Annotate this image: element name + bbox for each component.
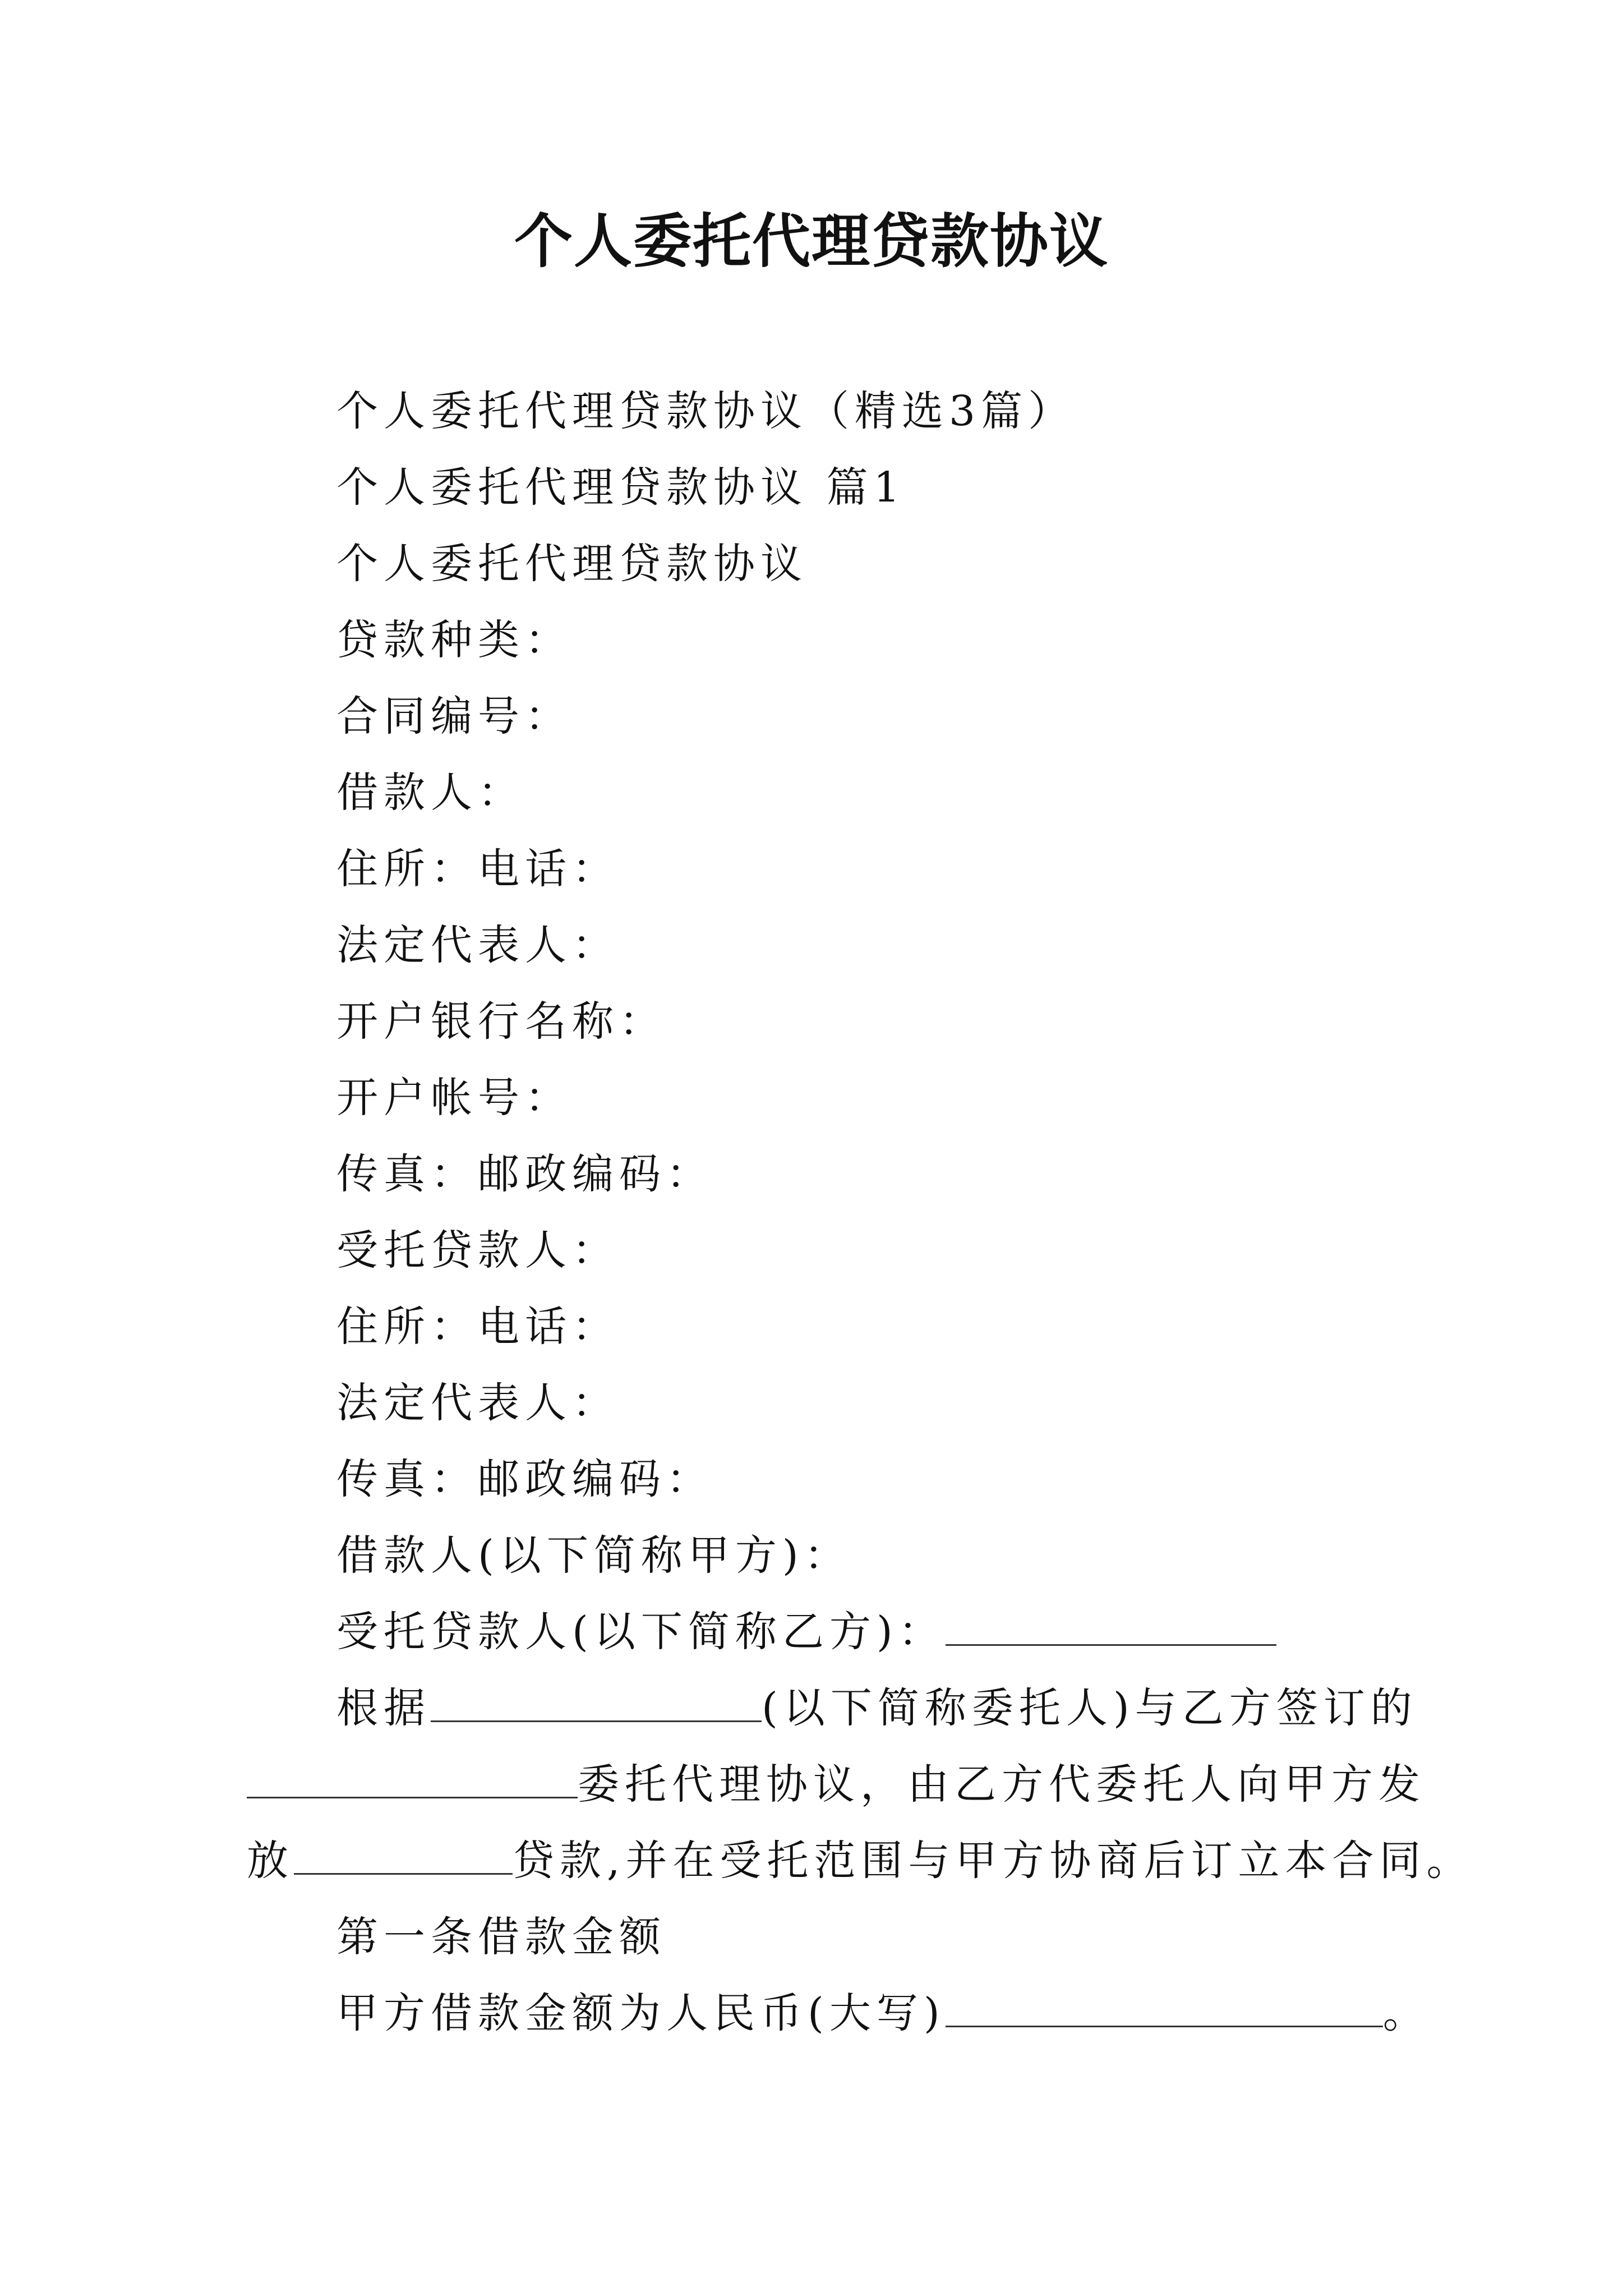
preamble-text-1: 根据 — [336, 1684, 431, 1732]
article-1-heading: 第一条借款金额 — [336, 1913, 666, 1961]
field-loan-type: 贷款种类： — [336, 616, 572, 664]
preamble-text-4: 放 — [247, 1837, 294, 1885]
loan-type-blank — [294, 1835, 513, 1875]
preamble-text-2: (以下简称委托人)与乙方签订的 — [762, 1684, 1418, 1732]
agreement-name: 个人委托代理贷款协议 — [336, 540, 808, 588]
field-lender: 受托贷款人： — [336, 1226, 619, 1274]
loan-amount-end: 。 — [1382, 1989, 1430, 2037]
preamble-text-3: 委托代理协议，由乙方代委托人向甲方发 — [578, 1760, 1426, 1809]
section-heading: 个人委托代理贷款协议 篇1 — [336, 463, 906, 512]
party-a-definition: 借款人(以下简称甲方)： — [336, 1531, 851, 1580]
document-body — [247, 373, 1474, 2051]
field-borrower-legal-rep: 法定代表人： — [336, 921, 619, 969]
party-b-definition — [247, 1594, 1402, 1670]
field-bank-name: 开户银行名称： — [336, 997, 666, 1046]
loan-amount-blank — [946, 1987, 1383, 2027]
field-lender-fax-postcode: 传真：邮政编码： — [336, 1455, 713, 1503]
field-borrower-fax-postcode: 传真：邮政编码： — [336, 1150, 713, 1198]
preamble-text-5: 贷款,并在受托范围与甲方协商后订立本合同。 — [513, 1837, 1474, 1885]
agreement-blank — [247, 1759, 578, 1798]
preamble-line-3 — [247, 1823, 1474, 1899]
party-b-blank — [946, 1606, 1276, 1646]
preamble-line-2 — [247, 1746, 1426, 1823]
field-contract-number: 合同编号： — [336, 692, 572, 740]
document-title: 个人委托代理贷款协议 — [514, 206, 1109, 275]
field-lender-legal-rep: 法定代表人： — [336, 1379, 619, 1427]
preamble-line-1 — [247, 1670, 1418, 1746]
field-account-number: 开户帐号： — [336, 1074, 572, 1122]
party-b-label: 受托贷款人(以下简称乙方)： — [336, 1608, 946, 1656]
field-lender-address-phone: 住所：电话： — [336, 1303, 619, 1351]
field-borrower-address-phone: 住所：电话： — [336, 845, 619, 893]
field-borrower: 借款人： — [336, 769, 525, 817]
loan-amount-line — [247, 1975, 1430, 2051]
document-subtitle: 个人委托代理贷款协议（精选3篇） — [336, 387, 1076, 435]
loan-amount-label: 甲方借款金额为人民币(大写) — [336, 1989, 946, 2037]
principal-blank — [431, 1682, 762, 1722]
